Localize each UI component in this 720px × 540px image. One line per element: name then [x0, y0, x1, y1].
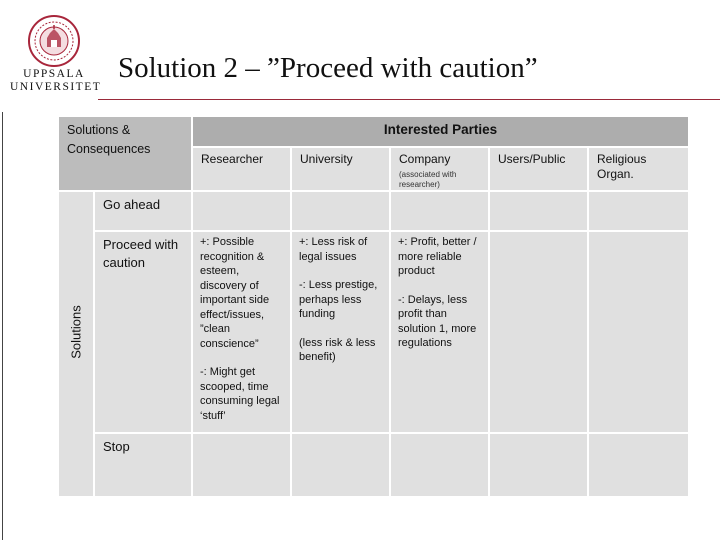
cell-go-ahead-company: [391, 192, 488, 230]
row-label-proceed: Proceed with caution: [95, 232, 191, 432]
header-university: University: [292, 148, 389, 190]
cell-proceed-university: [292, 232, 389, 432]
logo-line-2: UNIVERSITET: [10, 81, 102, 93]
row-label-go-ahead: Go ahead: [95, 192, 191, 230]
solutions-vertical-label: [59, 232, 93, 432]
cell-proceed-researcher: [193, 232, 290, 432]
logo-line-1: UPPSALA: [23, 68, 85, 80]
header-religious-organ: Religious Organ.: [589, 148, 688, 190]
cell-stop-university: [292, 434, 389, 496]
cell-go-ahead-researcher: [193, 192, 290, 230]
company-label: Company: [399, 152, 451, 166]
university-note: (less risk & less benefit): [299, 336, 376, 363]
corner-header: Solutions & Consequences: [59, 117, 191, 190]
university-positive: +: Less risk of legal issues: [299, 236, 368, 263]
university-negative: -: Less prestige, perhaps less funding: [299, 279, 378, 320]
cell-go-ahead-users: [490, 192, 587, 230]
cell-go-ahead-religious: [589, 192, 688, 230]
cell-proceed-religious: [589, 232, 688, 432]
uppsala-university-wordmark: [10, 68, 102, 94]
row-label-stop: Stop: [95, 434, 191, 496]
cell-go-ahead-university: [292, 192, 389, 230]
company-note: (associated with researcher): [399, 170, 457, 189]
title-divider: [98, 99, 720, 100]
solutions-vertical-text: Solutions: [68, 305, 84, 359]
header-users-public: Users/Public: [490, 148, 587, 190]
cell-stop-company: [391, 434, 488, 496]
uppsala-seal-logo: [27, 14, 81, 68]
researcher-positive: +: Possible recognition & esteem, discovery of important side effect/issues, ”clean conscience”: [200, 236, 270, 350]
cell-stop-users: [490, 434, 587, 496]
cell-stop-researcher: [193, 434, 290, 496]
interested-parties-header: Interested Parties: [193, 117, 688, 146]
header-company: [391, 148, 488, 190]
company-positive: +: Profit, better / more reliable product: [398, 236, 477, 277]
cell-stop-religious: [589, 434, 688, 496]
slide-title: Solution 2 – ”Proceed with caution”: [118, 52, 538, 84]
header-researcher: Researcher: [193, 148, 290, 190]
company-negative: -: Delays, less profit than solution 1, more regulations: [398, 293, 477, 349]
researcher-negative: -: Might get scooped, time consuming legal ‘stuff’: [200, 366, 280, 422]
cell-proceed-users: [490, 232, 587, 432]
left-edge-line: [2, 112, 3, 540]
cell-proceed-company: [391, 232, 488, 432]
